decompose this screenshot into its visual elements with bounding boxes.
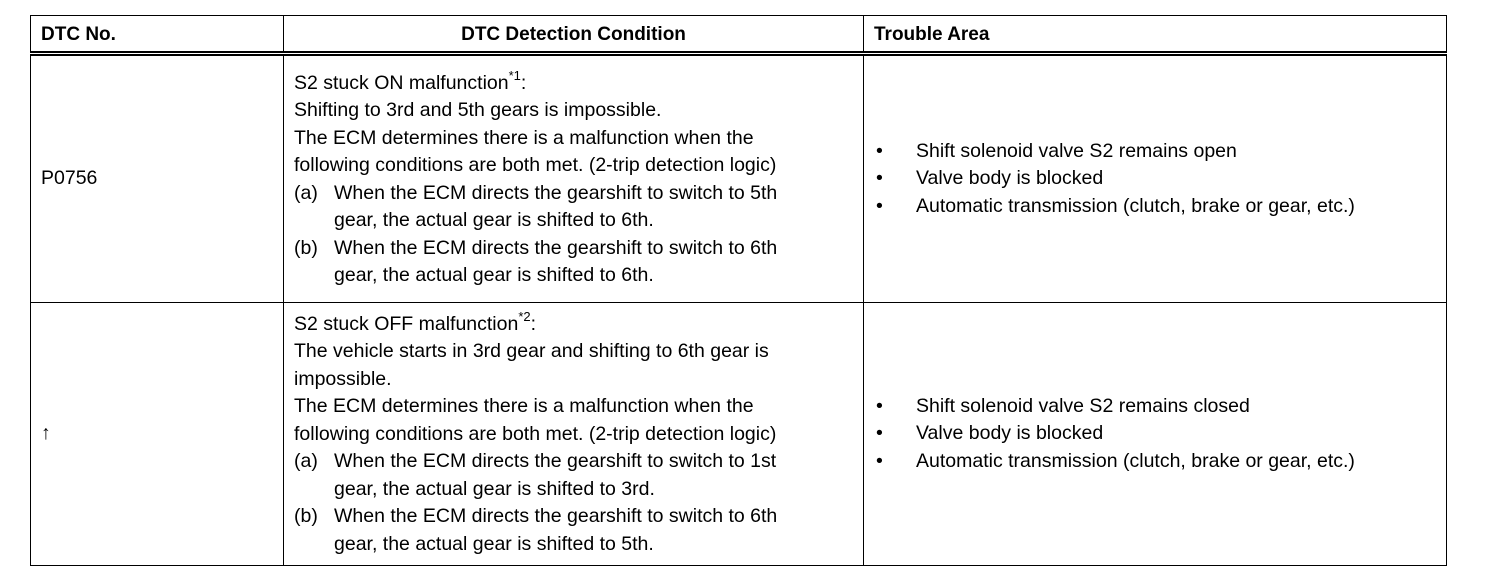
condition-line: Shifting to 3rd and 5th gears is impossible. <box>294 99 662 121</box>
dtc-table <box>30 15 1447 566</box>
condition-item <box>294 180 853 235</box>
condition-line: following conditions are both met. (2-trip detection logic) <box>294 422 777 445</box>
item-text: gear, the actual gear is shifted to 6th. <box>334 209 654 231</box>
condition-title-text: S2 stuck ON malfunction <box>294 71 509 94</box>
condition-title-suffix: : <box>520 71 527 94</box>
trouble-area-text: Valve body is blocked <box>916 167 1104 190</box>
item-text: When the ECM directs the gearshift to switch to 1st <box>334 450 777 473</box>
condition-item <box>294 448 853 503</box>
item-marker: (b) <box>294 505 318 528</box>
condition-title <box>294 70 853 98</box>
trouble-area-list <box>874 393 1436 476</box>
bullet-icon: • <box>876 449 883 472</box>
list-item <box>874 393 1436 421</box>
item-text: gear, the actual gear is shifted to 5th. <box>334 532 654 555</box>
detection-condition <box>284 54 864 303</box>
footnote-ref: *1 <box>508 68 521 83</box>
bullet-icon: • <box>876 422 883 445</box>
item-marker: (b) <box>294 236 318 259</box>
footnote-ref: *2 <box>518 309 531 325</box>
bullet-icon: • <box>876 139 883 162</box>
dtc-code: P0756 <box>31 54 284 303</box>
trouble-area-list <box>874 138 1436 221</box>
table-header-row <box>31 16 1447 54</box>
list-item <box>874 138 1436 166</box>
condition-item <box>294 235 853 290</box>
condition-line: The ECM determines there is a malfunction when the <box>294 126 754 149</box>
table-row <box>31 54 1447 303</box>
header-trouble-area: Trouble Area <box>864 16 1447 54</box>
list-item <box>874 420 1436 448</box>
trouble-area-text: Shift solenoid valve S2 remains open <box>916 139 1237 162</box>
item-text: gear, the actual gear is shifted to 6th. <box>334 264 654 286</box>
list-item <box>874 193 1436 221</box>
condition-line: The vehicle starts in 3rd gear and shifting to 6th gear is <box>294 340 769 363</box>
condition-item <box>294 503 853 558</box>
item-text: When the ECM directs the gearshift to switch to 6th <box>334 505 778 528</box>
list-item <box>874 165 1436 193</box>
item-text: gear, the actual gear is shifted to 3rd. <box>334 477 655 500</box>
condition-line: The ECM determines there is a malfunction when the <box>294 395 754 418</box>
trouble-area-text: Shift solenoid valve S2 remains closed <box>916 394 1250 417</box>
condition-line: following conditions are both met. (2-trip detection logic) <box>294 154 777 176</box>
bullet-icon: • <box>876 167 883 190</box>
trouble-area <box>864 303 1447 566</box>
trouble-area-text: Automatic transmission (clutch, brake or gear, etc.) <box>916 449 1355 472</box>
condition-title-text: S2 stuck OFF malfunction <box>294 312 519 335</box>
item-marker: (a) <box>294 181 318 204</box>
list-item <box>874 448 1436 476</box>
trouble-area-text: Automatic transmission (clutch, brake or gear, etc.) <box>916 194 1355 217</box>
item-text: When the ECM directs the gearshift to switch to 5th <box>334 181 778 204</box>
condition-title <box>294 311 853 339</box>
header-detection-condition: DTC Detection Condition <box>284 16 864 54</box>
table-row <box>31 303 1447 566</box>
bullet-icon: • <box>876 394 883 417</box>
header-dtc-no: DTC No. <box>31 16 284 54</box>
condition-line: impossible. <box>294 367 392 390</box>
trouble-area-text: Valve body is blocked <box>916 422 1104 445</box>
bullet-icon: • <box>876 194 883 217</box>
condition-title-suffix: : <box>530 312 537 335</box>
trouble-area <box>864 54 1447 303</box>
dtc-code: ↑ <box>31 303 284 566</box>
detection-condition <box>284 303 864 566</box>
item-text: When the ECM directs the gearshift to switch to 6th <box>334 236 778 259</box>
item-marker: (a) <box>294 450 318 473</box>
